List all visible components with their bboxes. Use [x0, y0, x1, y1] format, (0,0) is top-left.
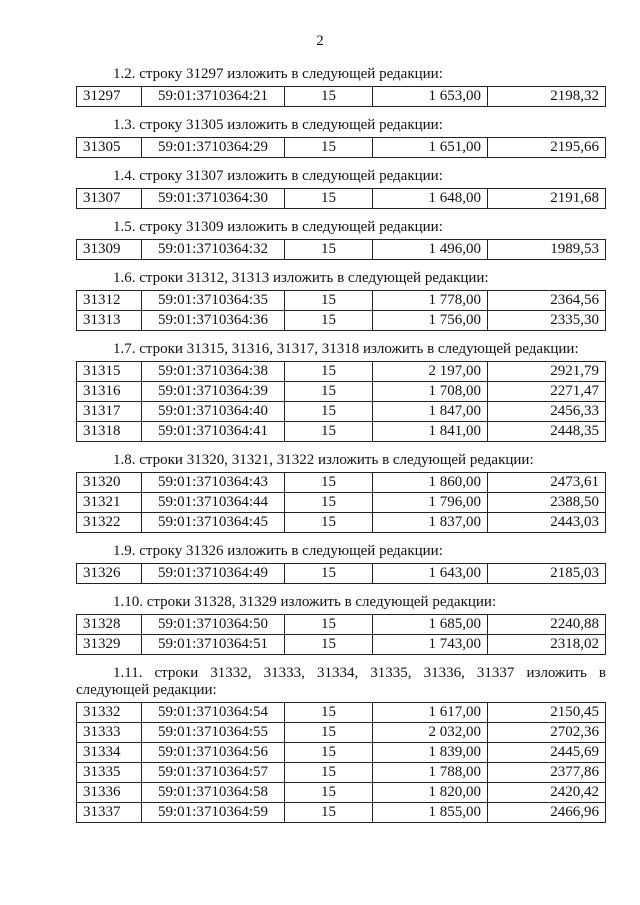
table-row	[77, 382, 606, 402]
cadastral-number-cell: 59:01:3710364:58	[142, 783, 285, 803]
amendment-heading: 1.7. строки 31315, 31316, 31317, 31318 изложить в следующей редакции:	[113, 341, 579, 357]
area-cell: 1 855,00	[373, 803, 488, 823]
row-number-cell: 31322	[77, 513, 142, 533]
value-cell: 2445,69	[488, 743, 606, 763]
table-row	[77, 763, 606, 783]
row-number-cell: 31328	[77, 615, 142, 635]
amendment-table	[76, 86, 606, 107]
table-row	[77, 723, 606, 743]
table-row	[77, 635, 606, 655]
quantity-cell: 15	[285, 703, 373, 723]
amendment-table	[76, 702, 606, 823]
document-body	[76, 66, 606, 833]
amendment-heading: 1.2. строку 31297 изложить в следующей редакции:	[113, 66, 443, 82]
table-row	[77, 311, 606, 331]
area-cell: 1 860,00	[373, 473, 488, 493]
area-cell: 1 837,00	[373, 513, 488, 533]
area-cell: 1 847,00	[373, 402, 488, 422]
row-number-cell: 31320	[77, 473, 142, 493]
table-row	[77, 473, 606, 493]
value-cell: 2364,56	[488, 291, 606, 311]
row-number-cell: 31297	[77, 87, 142, 107]
cadastral-number-cell: 59:01:3710364:50	[142, 615, 285, 635]
value-cell: 2198,32	[488, 87, 606, 107]
cadastral-number-cell: 59:01:3710364:45	[142, 513, 285, 533]
value-cell: 2420,42	[488, 783, 606, 803]
quantity-cell: 15	[285, 422, 373, 442]
row-number-cell: 31315	[77, 362, 142, 382]
table-row	[77, 189, 606, 209]
area-cell: 1 820,00	[373, 783, 488, 803]
value-cell: 2335,30	[488, 311, 606, 331]
amendment-table	[76, 137, 606, 158]
value-cell: 2191,68	[488, 189, 606, 209]
quantity-cell: 15	[285, 763, 373, 783]
value-cell: 2195,66	[488, 138, 606, 158]
amendment-heading: 1.3. строку 31305 изложить в следующей редакции:	[113, 117, 443, 133]
quantity-cell: 15	[285, 473, 373, 493]
cadastral-number-cell: 59:01:3710364:54	[142, 703, 285, 723]
area-cell: 1 651,00	[373, 138, 488, 158]
cadastral-number-cell: 59:01:3710364:55	[142, 723, 285, 743]
table-row	[77, 362, 606, 382]
value-cell: 1989,53	[488, 240, 606, 260]
quantity-cell: 15	[285, 783, 373, 803]
table-row	[77, 422, 606, 442]
row-number-cell: 31335	[77, 763, 142, 783]
quantity-cell: 15	[285, 362, 373, 382]
cadastral-number-cell: 59:01:3710364:41	[142, 422, 285, 442]
quantity-cell: 15	[285, 803, 373, 823]
row-number-cell: 31321	[77, 493, 142, 513]
value-cell: 2448,35	[488, 422, 606, 442]
area-cell: 2 197,00	[373, 362, 488, 382]
row-number-cell: 31318	[77, 422, 142, 442]
amendment-heading: 1.9. строку 31326 изложить в следующей редакции:	[113, 543, 443, 559]
cadastral-number-cell: 59:01:3710364:29	[142, 138, 285, 158]
area-cell: 1 743,00	[373, 635, 488, 655]
amendment-table	[76, 563, 606, 584]
row-number-cell: 31326	[77, 564, 142, 584]
row-number-cell: 31312	[77, 291, 142, 311]
quantity-cell: 15	[285, 138, 373, 158]
table-row	[77, 513, 606, 533]
cadastral-number-cell: 59:01:3710364:49	[142, 564, 285, 584]
value-cell: 2702,36	[488, 723, 606, 743]
table-row	[77, 743, 606, 763]
cadastral-number-cell: 59:01:3710364:51	[142, 635, 285, 655]
table-row	[77, 87, 606, 107]
area-cell: 1 685,00	[373, 615, 488, 635]
table-row	[77, 493, 606, 513]
area-cell: 1 496,00	[373, 240, 488, 260]
area-cell: 1 841,00	[373, 422, 488, 442]
quantity-cell: 15	[285, 635, 373, 655]
quantity-cell: 15	[285, 291, 373, 311]
value-cell: 2240,88	[488, 615, 606, 635]
quantity-cell: 15	[285, 723, 373, 743]
value-cell: 2473,61	[488, 473, 606, 493]
value-cell: 2466,96	[488, 803, 606, 823]
amendment-table	[76, 472, 606, 533]
quantity-cell: 15	[285, 743, 373, 763]
cadastral-number-cell: 59:01:3710364:30	[142, 189, 285, 209]
quantity-cell: 15	[285, 382, 373, 402]
area-cell: 1 708,00	[373, 382, 488, 402]
value-cell: 2150,45	[488, 703, 606, 723]
value-cell: 2185,03	[488, 564, 606, 584]
table-row	[77, 783, 606, 803]
cadastral-number-cell: 59:01:3710364:36	[142, 311, 285, 331]
quantity-cell: 15	[285, 87, 373, 107]
row-number-cell: 31316	[77, 382, 142, 402]
row-number-cell: 31336	[77, 783, 142, 803]
page-number: 2	[316, 33, 324, 49]
area-cell: 1 778,00	[373, 291, 488, 311]
area-cell: 1 643,00	[373, 564, 488, 584]
row-number-cell: 31307	[77, 189, 142, 209]
amendment-table	[76, 614, 606, 655]
quantity-cell: 15	[285, 311, 373, 331]
value-cell: 2443,03	[488, 513, 606, 533]
cadastral-number-cell: 59:01:3710364:44	[142, 493, 285, 513]
row-number-cell: 31317	[77, 402, 142, 422]
row-number-cell: 31333	[77, 723, 142, 743]
table-row	[77, 402, 606, 422]
value-cell: 2921,79	[488, 362, 606, 382]
amendment-heading: 1.5. строку 31309 изложить в следующей редакции:	[113, 219, 443, 235]
cadastral-number-cell: 59:01:3710364:35	[142, 291, 285, 311]
quantity-cell: 15	[285, 240, 373, 260]
amendment-table	[76, 361, 606, 442]
cadastral-number-cell: 59:01:3710364:43	[142, 473, 285, 493]
amendment-heading: 1.11. строки 31332, 31333, 31334, 31335, 31336, 31337 изложить в следующей редакции:	[76, 665, 606, 698]
cadastral-number-cell: 59:01:3710364:38	[142, 362, 285, 382]
value-cell: 2318,02	[488, 635, 606, 655]
area-cell: 1 648,00	[373, 189, 488, 209]
amendment-table	[76, 188, 606, 209]
amendment-heading: 1.8. строки 31320, 31321, 31322 изложить в следующей редакции:	[113, 452, 534, 468]
cadastral-number-cell: 59:01:3710364:56	[142, 743, 285, 763]
quantity-cell: 15	[285, 564, 373, 584]
cadastral-number-cell: 59:01:3710364:57	[142, 763, 285, 783]
table-row	[77, 615, 606, 635]
value-cell: 2377,86	[488, 763, 606, 783]
table-row	[77, 564, 606, 584]
cadastral-number-cell: 59:01:3710364:21	[142, 87, 285, 107]
table-row	[77, 291, 606, 311]
area-cell: 1 788,00	[373, 763, 488, 783]
row-number-cell: 31313	[77, 311, 142, 331]
quantity-cell: 15	[285, 402, 373, 422]
quantity-cell: 15	[285, 615, 373, 635]
row-number-cell: 31337	[77, 803, 142, 823]
row-number-cell: 31309	[77, 240, 142, 260]
value-cell: 2388,50	[488, 493, 606, 513]
value-cell: 2271,47	[488, 382, 606, 402]
amendment-table	[76, 290, 606, 331]
table-row	[77, 703, 606, 723]
row-number-cell: 31334	[77, 743, 142, 763]
table-row	[77, 803, 606, 823]
amendment-table	[76, 239, 606, 260]
amendment-heading: 1.10. строки 31328, 31329 изложить в следующей редакции:	[113, 594, 497, 610]
table-row	[77, 138, 606, 158]
row-number-cell: 31305	[77, 138, 142, 158]
area-cell: 2 032,00	[373, 723, 488, 743]
row-number-cell: 31332	[77, 703, 142, 723]
area-cell: 1 796,00	[373, 493, 488, 513]
amendment-heading: 1.4. строку 31307 изложить в следующей редакции:	[113, 168, 443, 184]
area-cell: 1 839,00	[373, 743, 488, 763]
quantity-cell: 15	[285, 493, 373, 513]
quantity-cell: 15	[285, 513, 373, 533]
cadastral-number-cell: 59:01:3710364:40	[142, 402, 285, 422]
row-number-cell: 31329	[77, 635, 142, 655]
quantity-cell: 15	[285, 189, 373, 209]
table-row	[77, 240, 606, 260]
cadastral-number-cell: 59:01:3710364:59	[142, 803, 285, 823]
cadastral-number-cell: 59:01:3710364:32	[142, 240, 285, 260]
cadastral-number-cell: 59:01:3710364:39	[142, 382, 285, 402]
area-cell: 1 617,00	[373, 703, 488, 723]
area-cell: 1 756,00	[373, 311, 488, 331]
area-cell: 1 653,00	[373, 87, 488, 107]
value-cell: 2456,33	[488, 402, 606, 422]
amendment-heading: 1.6. строки 31312, 31313 изложить в следующей редакции:	[113, 270, 489, 286]
